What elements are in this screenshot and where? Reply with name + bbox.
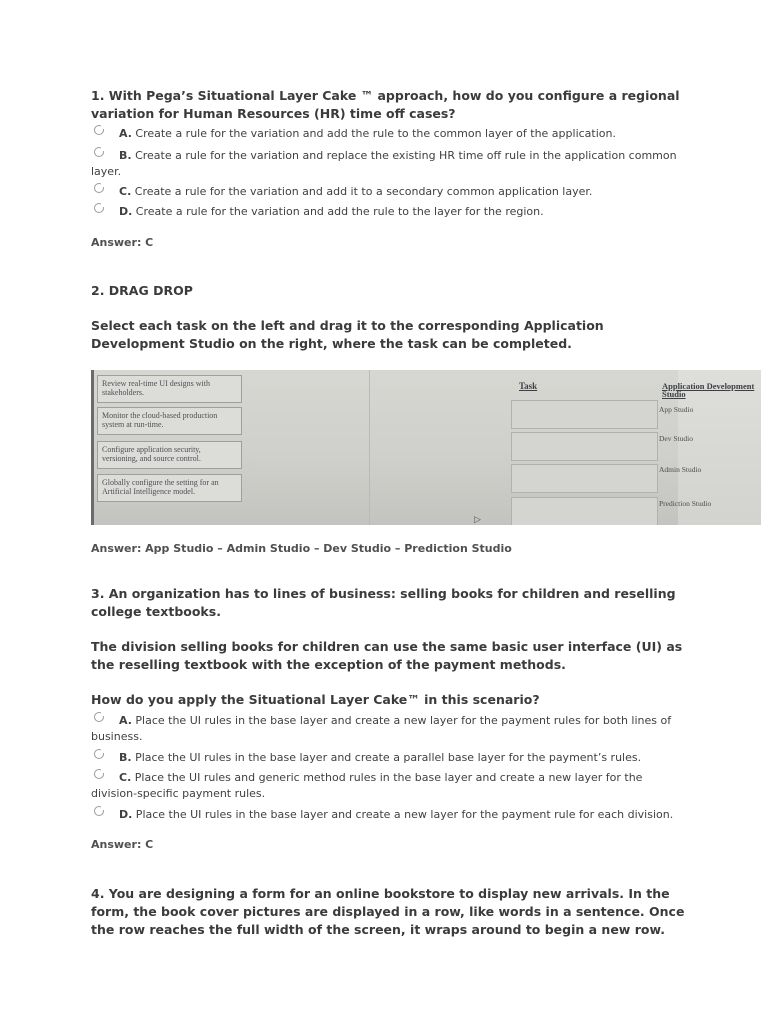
- question-3-title: 3. An organization has to lines of business: selling books for children and reselling college textbooks.: [91, 586, 676, 619]
- q3-option-a[interactable]: [91, 713, 691, 744]
- q3-option-b[interactable]: [91, 750, 691, 766]
- q1-option-a[interactable]: [91, 126, 691, 142]
- option-letter: C.: [119, 185, 132, 198]
- option-text: Create a rule for the variation and add it to a secondary common application layer.: [131, 185, 593, 198]
- studio-admin: Admin Studio: [659, 465, 702, 474]
- studio-dev: Dev Studio: [659, 434, 693, 443]
- question-2-title: 2. DRAG DROP: [91, 283, 193, 298]
- drag-task-4[interactable]: Globally configure the setting for an Artificial Intelligence model.: [97, 474, 242, 502]
- option-text: Place the UI rules and generic method rules in the base layer and create a new layer for the division-specific payment rules.: [91, 771, 643, 800]
- drag-drop-screenshot: [91, 370, 761, 525]
- studio-prediction: Prediction Studio: [659, 499, 712, 508]
- radio-icon[interactable]: [94, 147, 104, 157]
- drop-slot-3[interactable]: [511, 464, 658, 493]
- question-3-question: How do you apply the Situational Layer Cake™ in this scenario?: [91, 692, 540, 707]
- option-letter: B.: [119, 751, 132, 764]
- radio-icon[interactable]: [94, 806, 104, 816]
- drop-slot-2[interactable]: [511, 432, 658, 461]
- option-letter: B.: [119, 149, 132, 162]
- option-text: Create a rule for the variation and add the rule to the common layer of the application.: [131, 127, 616, 140]
- mouse-cursor-icon: ▷: [474, 515, 481, 525]
- option-text: Place the UI rules in the base layer and create a parallel base layer for the payment’s rules.: [131, 751, 642, 764]
- radio-icon[interactable]: [94, 125, 104, 135]
- q1-option-d[interactable]: [91, 204, 691, 220]
- option-letter: C.: [119, 771, 132, 784]
- question-3-paragraph: The division selling books for children can use the same basic user interface (UI) as the reselling textbook with the exception of the payment methods.: [91, 639, 683, 672]
- option-letter: A.: [119, 714, 132, 727]
- option-text: Place the UI rules in the base layer and create a new layer for the payment rules for both lines of business.: [91, 714, 672, 743]
- task-column-header: Task: [519, 381, 538, 391]
- question-4-title: 4. You are designing a form for an online bookstore to display new arrivals. In the form, the book cover pictures are displayed in a row, like words in a sentence. Once the row reaches the full width of the screen, it wraps around to begin a new row.: [91, 886, 685, 937]
- option-text: Create a rule for the variation and add the rule to the layer for the region.: [132, 205, 544, 218]
- radio-icon[interactable]: [94, 183, 104, 193]
- drop-slot-4[interactable]: [511, 497, 658, 525]
- q1-answer: Answer: C: [91, 236, 154, 249]
- q2-answer: Answer: App Studio – Admin Studio – Dev Studio – Prediction Studio: [91, 542, 512, 555]
- radio-icon[interactable]: [94, 712, 104, 722]
- radio-icon[interactable]: [94, 769, 104, 779]
- studio-app: App Studio: [659, 405, 694, 414]
- q3-option-c[interactable]: [91, 770, 691, 801]
- q3-answer: Answer: C: [91, 838, 154, 851]
- q1-option-b[interactable]: [91, 148, 691, 179]
- question-1-title: 1. With Pega’s Situational Layer Cake ™ approach, how do you configure a regional variation for Human Resources (HR) time off cases?: [91, 88, 680, 121]
- q3-option-d[interactable]: [91, 807, 691, 823]
- option-text: Create a rule for the variation and replace the existing HR time off rule in the application common layer.: [91, 149, 677, 178]
- drag-task-2[interactable]: Monitor the cloud-based production system at run-time.: [97, 407, 242, 435]
- radio-icon[interactable]: [94, 203, 104, 213]
- question-2-prompt: Select each task on the left and drag it to the corresponding Application Development Studio on the right, where the task can be completed.: [91, 318, 604, 351]
- option-letter: D.: [119, 808, 133, 821]
- option-letter: A.: [119, 127, 132, 140]
- option-letter: D.: [119, 205, 133, 218]
- studio-column-header: Application Development Studio: [662, 381, 755, 399]
- radio-icon[interactable]: [94, 749, 104, 759]
- q1-option-c[interactable]: [91, 184, 691, 200]
- drag-task-1[interactable]: Review real-time UI designs with stakeholders.: [97, 375, 242, 403]
- image-edge: [91, 370, 94, 525]
- option-text: Place the UI rules in the base layer and create a new layer for the payment rule for each division.: [132, 808, 674, 821]
- drag-task-3[interactable]: Configure application security, versioning, and source control.: [97, 441, 242, 469]
- drop-slot-1[interactable]: [511, 400, 658, 429]
